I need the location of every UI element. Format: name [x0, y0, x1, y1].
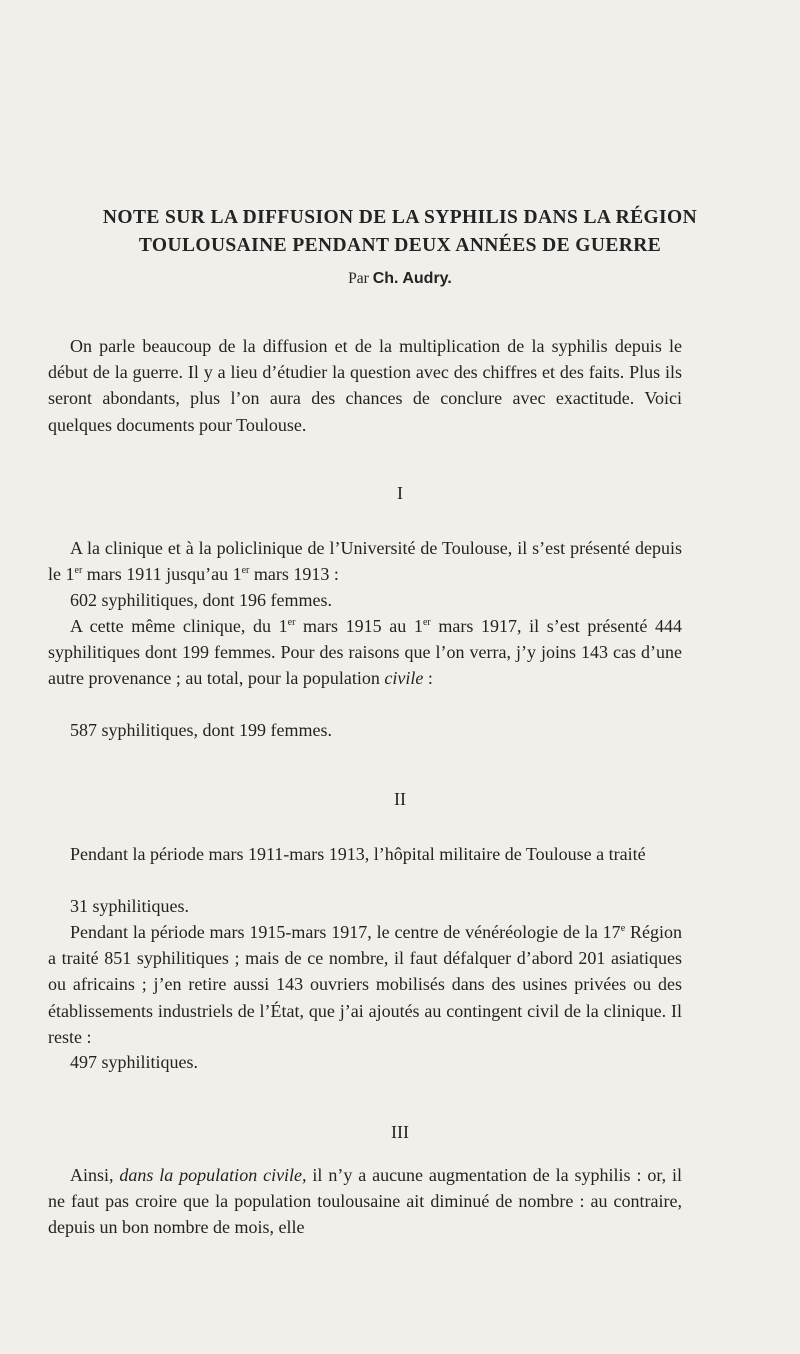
section1-paragraph-1: A la clinique et à la policlinique de l’Université de Toulouse, il s’est présenté depuis le 1er mars 1911 jusqu’au 1er mars 1913 : — [48, 538, 682, 585]
title-line-2: TOULOUSAINE PENDANT DEUX ANNÉES DE GUERRE — [138, 235, 662, 256]
section2-paragraph-2: Pendant la période mars 1915-mars 1917, le centre de vénéréologie de la 17e Région a traité 851 syphilitiques ; mais de ce nombre, il faut défalquer d’abord 201 asiatiques ou africains ; j’en retire aussi 143 ouvriers mobilisés dans des usines privées ou des établissements industriels de l’État, que j’ai ajoutés au contingent civil de la clinique. Il reste : — [48, 922, 683, 1047]
author-name: Ch. Audry. — [372, 270, 452, 287]
section-heading-1: I — [397, 483, 403, 503]
section2-paragraph-1: Pendant la période mars 1911-mars 1913, l’hôpital militaire de Toulouse a traité — [70, 844, 646, 864]
title-line-1: NOTE SUR LA DIFFUSION DE LA SYPHILIS DANS LA RÉGION — [102, 207, 698, 228]
section1-paragraph-2: A cette même clinique, du 1er mars 1915 au 1er mars 1917, il s’est présenté 444 syphilitiques dont 199 femmes. Pour des raisons que l’on verra, j’y joins 143 cas d’une autre provenance ; au total, pour la population civile : — [48, 616, 682, 689]
author-prefix: Par — [348, 270, 369, 287]
section3-paragraph-1: Ainsi, dans la population civile, il n’y a aucune augmentation de la syphilis : or, il ne faut pas croire que la population toulousaine ait diminué de nombre : au contraire, depuis un bon nombre de mois, elle — [48, 1165, 682, 1238]
section1-count-2: 587 syphilitiques, dont 199 femmes. — [70, 720, 332, 740]
section-heading-3: III — [391, 1122, 409, 1142]
section2-count-2: 497 syphilitiques. — [70, 1052, 199, 1072]
section1-count-1: 602 syphilitiques, dont 196 femmes. — [70, 590, 332, 610]
section2-count-1: 31 syphilitiques. — [70, 896, 190, 916]
author-line — [0, 270, 800, 288]
section-heading-2: II — [394, 789, 406, 809]
intro-paragraph: On parle beaucoup de la diffusion et de la multiplication de la syphilis depuis le début de la guerre. Il y a lieu d’étudier la question avec des chiffres et des faits. Plus ils seront abondants, plus l’on aura des chances de conclure avec exactitude. Voici quelques documents pour Toulouse. — [48, 336, 682, 435]
